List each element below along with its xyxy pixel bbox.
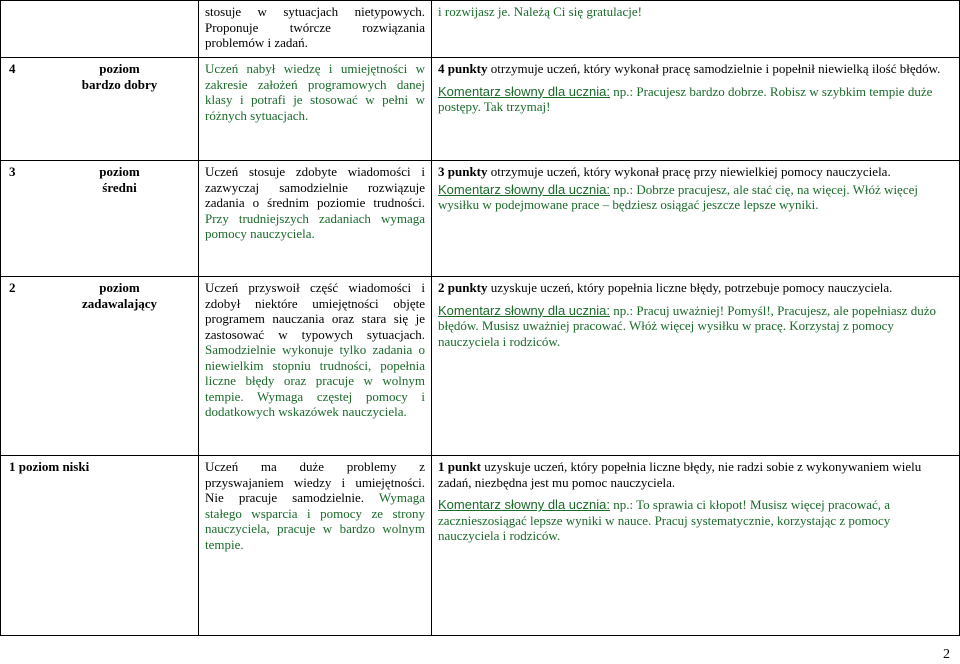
points-bold: 2 punkty (438, 280, 488, 295)
description-text-green: Przy trudniejszych zadaniach wymaga pomocy nauczyciela. (205, 210, 425, 241)
level-name (27, 61, 192, 92)
comment-label: Komentarz słowny dla ucznia: (438, 497, 610, 512)
description-text: Uczeń stosuje zdobyte wiadomości i zazwyczaj samodzielnie rozwiązuje zadania o średnim poziomie trudności. (205, 164, 425, 210)
level-number: 2 (9, 280, 16, 295)
comment-paragraph (438, 303, 953, 350)
description-cell (199, 456, 432, 636)
level-name-line2: zadawalający (81, 295, 158, 311)
comment-text: np.: Pracuj uważniej! Pomyśl!, Pracujesz, ale popełniasz dużo błędów. Musisz uważniej pracować. Włóż więcej wysiłku w pracę. Korzystaj z pomocy nauczyciela i rodziców. (438, 302, 936, 349)
description-text: Uczeń ma duże problemy z przyswajaniem wiedzy i umiejętności. Nie pracuje samodzielnie. (205, 459, 425, 505)
description-text: Uczeń przyswoił część wiadomości i zdobył niektóre umiejętności objęte programem nauczania oraz stara się je zastosować w typowych sytuacjach. (205, 280, 425, 342)
level-cell (1, 456, 199, 636)
level-name-line1: poziom (99, 61, 140, 76)
table-row-level-3 (1, 161, 960, 277)
points-text: uzyskuje uczeń, który popełnia liczne błędy, potrzebuje pomocy nauczyciela. (487, 280, 893, 295)
table-row-level-4 (1, 58, 960, 161)
description-text-green: Wymaga stałego wsparcia i pomocy ze strony nauczyciela, pracuje w bardzo wolnym tempie. (205, 490, 425, 552)
description-cell (199, 1, 432, 58)
comment-text: np.: Dobrze pracujesz, ale stać cię, na więcej. Włóż więcej wysiłku w podejmowane prace – będziesz osiągać jeszcze lepsze wyniki. (438, 181, 918, 212)
points-bold: 1 punkt (438, 459, 481, 474)
comment-label: Komentarz słowny dla ucznia: (438, 181, 610, 197)
comment-text: i rozwijasz je. Należą Ci się gratulacje! (438, 4, 642, 19)
points-text: uzyskuje uczeń, który popełnia liczne błędy, nie radzi sobie z wykonywaniem wielu zadań, niezbędna jest mu pomoc nauczyciela. (438, 459, 922, 490)
comment-paragraph (438, 497, 953, 544)
comment-cell (432, 1, 960, 58)
points-text: otrzymuje uczeń, który wykonał pracę samodzielnie i popełnił niewielką ilość błędów. (487, 61, 941, 76)
level-name (27, 164, 192, 195)
description-text-green: Samodzielnie wykonuje tylko zadania o niewielkim stopniu trudności, popełnia liczne błędy oraz pracuje w wolnym tempie. Wymaga częstej pomocy i dodatkowych wskazówek nauczyciela. (205, 342, 425, 419)
comment-text: np.: To sprawia ci kłopot! Musisz więcej pracować, a zacznieszosiągać lepsze wyniki w nauce. Pracuj systematycznie, korzystając z pomocy nauczyciela i rodziców. (438, 497, 891, 543)
table-row-continuation (1, 1, 960, 58)
description-cell (199, 58, 432, 161)
comment-text: np.: Pracujesz bardzo dobrze. Robisz w szybkim tempie duże postępy. Tak trzymaj! (438, 83, 933, 114)
comment-label: Komentarz słowny dla ucznia: (438, 83, 610, 99)
level-name-line2: średni (102, 179, 137, 195)
comment-cell (432, 161, 960, 277)
points-paragraph (438, 164, 953, 180)
comment-paragraph (438, 182, 953, 213)
level-name-line1: poziom (99, 164, 140, 179)
level-name (27, 280, 192, 311)
page-number: 2 (943, 646, 950, 662)
comment-paragraph (438, 84, 953, 115)
level-name-line1: poziom (99, 280, 140, 295)
points-bold: 3 punkty (438, 164, 488, 179)
comment-cell (432, 58, 960, 161)
points-paragraph (438, 61, 953, 77)
comment-cell (432, 456, 960, 636)
level-name-line2: bardzo dobry (81, 76, 158, 92)
comment-cell (432, 277, 960, 456)
level-number: 4 (9, 61, 16, 76)
description-cell (199, 161, 432, 277)
comment-label: Komentarz słowny dla ucznia: (438, 302, 610, 318)
level-cell (1, 277, 199, 456)
description-text: Uczeń nabył wiedzę i umiejętności w zakresie założeń programowych danej klasy i potrafi je stosować w pełni w różnych sytuacjach. (205, 61, 425, 123)
points-paragraph (438, 280, 953, 296)
points-paragraph (438, 459, 953, 490)
description-cell (199, 277, 432, 456)
table-row-level-1 (1, 456, 960, 636)
level-name: 1 poziom niski (9, 459, 90, 474)
points-text: otrzymuje uczeń, który wykonał pracę przy niewielkiej pomocy nauczyciela. (487, 164, 891, 179)
description-text: stosuje w sytuacjach nietypowych. Proponuje twórcze rozwiązania problemów i zadań. (205, 4, 425, 50)
points-bold: 4 punkty (438, 61, 488, 76)
level-cell (1, 58, 199, 161)
level-cell (1, 1, 199, 58)
table-row-level-2 (1, 277, 960, 456)
level-cell (1, 161, 199, 277)
level-number: 3 (9, 164, 16, 179)
